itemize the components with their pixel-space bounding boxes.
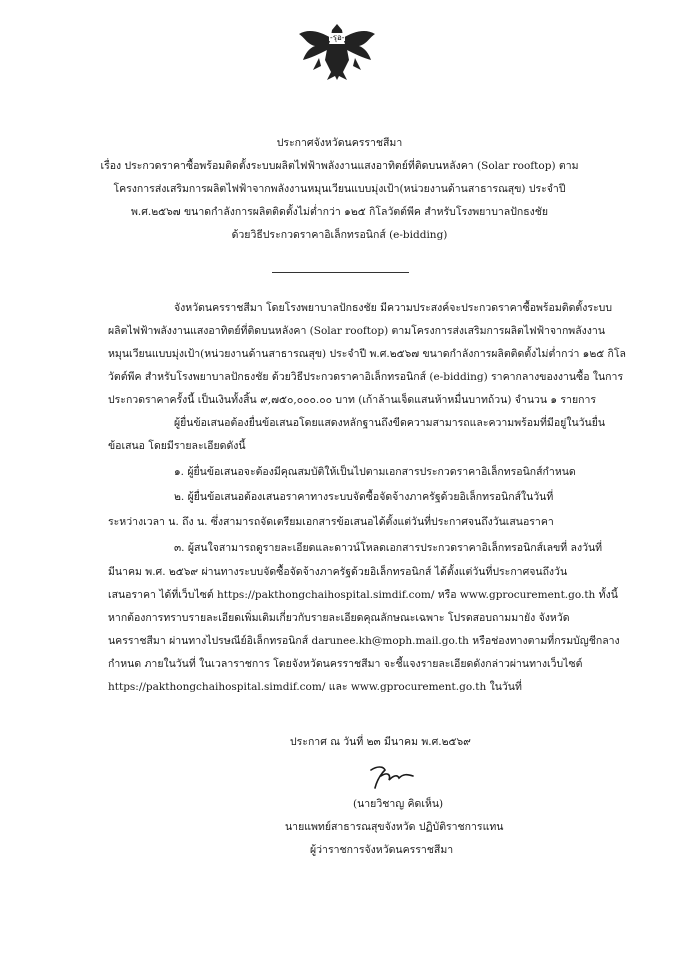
body-line: ระหว่างเวลา น. ถึง น. ซึ่งสามารถจัดเตรียมเอกสารข้อเสนอได้ตั้งแต่วันที่ประกาศจนถึงวันเสนอราคา: [108, 516, 554, 528]
signatory-title: ผู้ว่าราชการจังหวัดนครราชสีมา: [310, 844, 454, 856]
announce-date: ประกาศ ณ วันที่ ๒๓ มีนาคม พ.ศ.๒๕๖๙: [290, 736, 471, 748]
subject-line-4: ด้วยวิธีประกวดราคาอิเล็กทรอนิกส์ (e-bidding): [231, 229, 448, 241]
body-line: เสนอราคา ได้ที่เว็บไซต์ https://pakthongchaihospital.simdif.com/ หรือ www.gprocurement.go.th ทั้งนี้: [108, 589, 618, 601]
subject-line-2: โครงการส่งเสริมการผลิตไฟฟ้าจากพลังงานหมุนเวียนแบบมุ่งเป้า(หน่วยงานด้านสาธารณสุข) ประจำปี: [113, 183, 566, 195]
signatory-position: นายแพทย์สาธารณสุขจังหวัด ปฏิบัติราชการแทน: [285, 821, 504, 833]
body-line: มีนาคม พ.ศ. ๒๕๖๙ ผ่านทางระบบจัดซื้อจัดจ้างภาครัฐด้วยอิเล็กทรอนิกส์ ได้ตั้งแต่วันที่ประกาศจนถึงวัน: [108, 566, 568, 578]
body-line: หากต้องการทราบรายละเอียดเพิ่มเติมเกี่ยวกับรายละเอียดคุณลักษณะเฉพาะ โปรดสอบถามมายัง จังหวัด: [108, 612, 570, 624]
body-line: กำหนด ภายในวันที่ ในเวลาราชการ โดยจังหวัดนครราชสีมา จะชี้แจงรายละเอียดดังกล่าวผ่านทางเว็บไซต์: [108, 658, 583, 670]
condition-2: ๒. ผู้ยื่นข้อเสนอต้องเสนอราคาทางระบบจัดซื้อจัดจ้างภาครัฐด้วยอิเล็กทรอนิกส์ในวันที่: [174, 491, 554, 503]
signatory-name: (นายวิชาญ คิดเห็น): [353, 798, 444, 810]
body-line: ผู้ยื่นข้อเสนอต้องยื่นข้อเสนอโดยแสดงหลักฐานถึงขีดความสามารถและความพร้อมที่มีอยู่ในวันยื่น: [174, 417, 606, 429]
body-line: วัตต์พีค สำหรับโรงพยาบาลปักธงชัย ด้วยวิธีประกวดราคาอิเล็กทรอนิกส์ (e-bidding) ราคากลางของงานซื้อ ในการ: [108, 371, 624, 383]
subject-line-3: พ.ศ.๒๕๖๗ ขนาดกำลังการผลิตติดตั้งไม่ต่ำกว่า ๑๒๕ กิโลวัตต์พีค สำหรับโรงพยาบาลปักธงชัย: [130, 206, 549, 218]
garuda-emblem-icon: [295, 20, 379, 82]
condition-1: ๑. ผู้ยื่นข้อเสนอจะต้องมีคุณสมบัติให้เป็นไปตามเอกสารประกวดราคาอิเล็กทรอนิกส์กำหนด: [174, 466, 576, 478]
body-line: หมุนเวียนแบบมุ่งเป้า(หน่วยงานด้านสาธารณสุข) ประจำปี พ.ศ.๒๕๖๗ ขนาดกำลังการผลิตติดตั้งไม่ต่ำกว่า ๑๒๕ กิโล: [108, 348, 626, 360]
body-line: ผลิตไฟฟ้าพลังงานแสงอาทิตย์ที่ติดบนหลังคา (Solar rooftop) ตามโครงการส่งเสริมการผลิตไฟฟ้าจากพลังงาน: [108, 325, 605, 337]
signature-icon: [367, 762, 419, 792]
announcement-title: ประกาศจังหวัดนครราชสีมา: [276, 137, 403, 149]
body-line: ข้อเสนอ โดยมีรายละเอียดดังนี้: [108, 440, 246, 452]
subject-line-1: เรื่อง ประกวดราคาซื้อพร้อมติดตั้งระบบผลิตไฟฟ้าพลังงานแสงอาทิตย์ที่ติดบนหลังคา (Solar rooftop) ตาม: [100, 160, 579, 172]
body-line: ประกวดราคาครั้งนี้ เป็นเงินทั้งสิ้น ๙,๗๕๐,๐๐๐.๐๐ บาท (เก้าล้านเจ็ดแสนห้าหมื่นบาทถ้วน) จำนวน ๑ รายการ: [108, 394, 596, 406]
body-line: นครราชสีมา ผ่านทางไปรษณีย์อิเล็กทรอนิกส์ darunee.kh@moph.mail.go.th หรือช่องทางตามที่กรมบัญชีกลาง: [108, 635, 620, 647]
body-line: https://pakthongchaihospital.simdif.com/ และ www.gprocurement.go.th ในวันที่: [108, 681, 522, 693]
body-line: จังหวัดนครราชสีมา โดยโรงพยาบาลปักธงชัย มีความประสงค์จะประกวดราคาซื้อพร้อมติดตั้งระบบ: [174, 302, 612, 314]
emblem-label: -รุอ-: [330, 33, 345, 42]
divider: [272, 272, 409, 273]
condition-3: ๓. ผู้สนใจสามารถดูรายละเอียดและดาวน์โหลดเอกสารประกวดราคาอิเล็กทรอนิกส์เลขที่ ลงวันที่: [174, 542, 603, 554]
